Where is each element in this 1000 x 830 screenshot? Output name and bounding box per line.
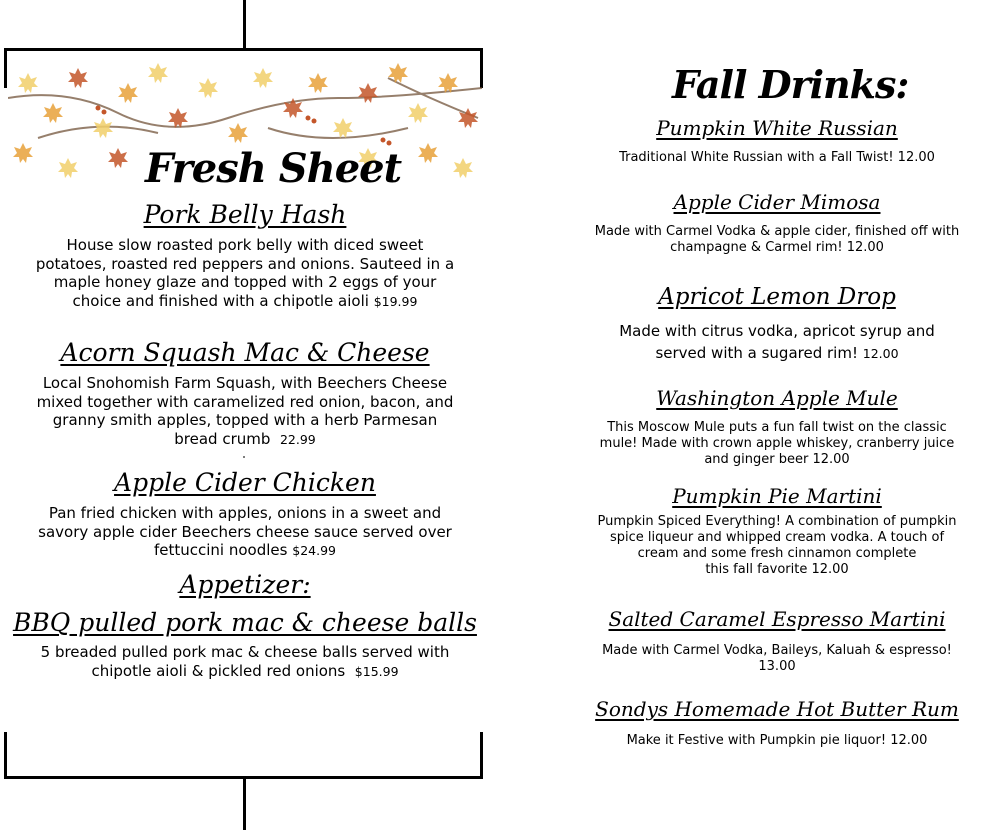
drink-description: Pumpkin Spiced Everything! A combination of pumpkin spice liqueur and whipped cream vodka. A touch of cream and some fresh cinnamon complete this fall favorite 12.00 xyxy=(597,514,957,577)
stray-dot xyxy=(243,456,245,458)
item-title: BBQ pulled pork mac & cheese balls xyxy=(13,608,477,637)
drink-description: Made with citrus vodka, apricot syrup and served with a sugared rim! 12.00 xyxy=(619,322,935,362)
drink-title: Apple Cider Mimosa xyxy=(673,190,881,214)
drink-price: 12.00 xyxy=(862,346,899,361)
frame-bottom-right-corner xyxy=(480,732,483,778)
drink-description: Traditional White Russian with a Fall Twist! 12.00 xyxy=(619,150,935,165)
drink-description: Make it Festive with Pumpkin pie liquor! 12.00 xyxy=(626,733,928,748)
frame-top-bar xyxy=(4,48,483,51)
fall-drinks-title: Fall Drinks: xyxy=(672,62,909,107)
item-description: House slow roasted pork belly with diced sweet potatoes, roasted red peppers and onions. Sauteed in a maple honey glaze and topped with 2 eggs of your choice and finished with a chipotle aioli $19.99 xyxy=(35,236,455,310)
drink-description: This Moscow Mule puts a fun fall twist on the classic mule! Made with crown apple whiskey, cranberry juice and ginger beer 12.00 xyxy=(599,420,955,467)
item-description: Local Snohomish Farm Squash, with Beechers Cheese mixed together with caramelized red onion, bacon, and granny smith apples, topped with a herb Parmesan bread crumb 22.99 xyxy=(36,374,454,448)
item-price: 22.99 xyxy=(279,431,316,447)
item-price: $19.99 xyxy=(373,293,418,309)
frame-top-stem xyxy=(243,0,246,50)
item-title: Apple Cider Chicken xyxy=(114,468,376,497)
drink-title: Salted Caramel Espresso Martini xyxy=(608,607,946,631)
item-description: Pan fried chicken with apples, onions in a sweet and savory apple cider Beechers cheese sauce served over fettuccini noodles $24.99 xyxy=(38,504,452,559)
drink-title: Pumpkin White Russian xyxy=(656,116,898,140)
item-description: 5 breaded pulled pork mac & cheese balls served with chipotle aioli & pickled red onions $15.99 xyxy=(40,643,450,680)
frame-top-left-corner xyxy=(4,48,7,88)
appetizer-heading: Appetizer: xyxy=(179,570,311,599)
item-title: Acorn Squash Mac & Cheese xyxy=(60,338,430,367)
drink-title: Pumpkin Pie Martini xyxy=(672,484,882,508)
item-price: $15.99 xyxy=(354,663,399,679)
frame-bottom-left-corner xyxy=(4,732,7,778)
drink-title: Washington Apple Mule xyxy=(656,386,898,410)
drink-title: Sondys Homemade Hot Butter Rum xyxy=(595,697,959,721)
item-price: $24.99 xyxy=(292,543,336,558)
frame-bottom-stem xyxy=(243,776,246,830)
drink-description: Made with Carmel Vodka & apple cider, finished off with champagne & Carmel rim! 12.00 xyxy=(594,224,960,255)
item-title: Pork Belly Hash xyxy=(143,200,347,229)
fresh-sheet-title: Fresh Sheet xyxy=(145,145,402,192)
drink-description: Made with Carmel Vodka, Baileys, Kaluah & espresso! 13.00 xyxy=(602,643,952,674)
drink-title: Apricot Lemon Drop xyxy=(658,284,896,310)
